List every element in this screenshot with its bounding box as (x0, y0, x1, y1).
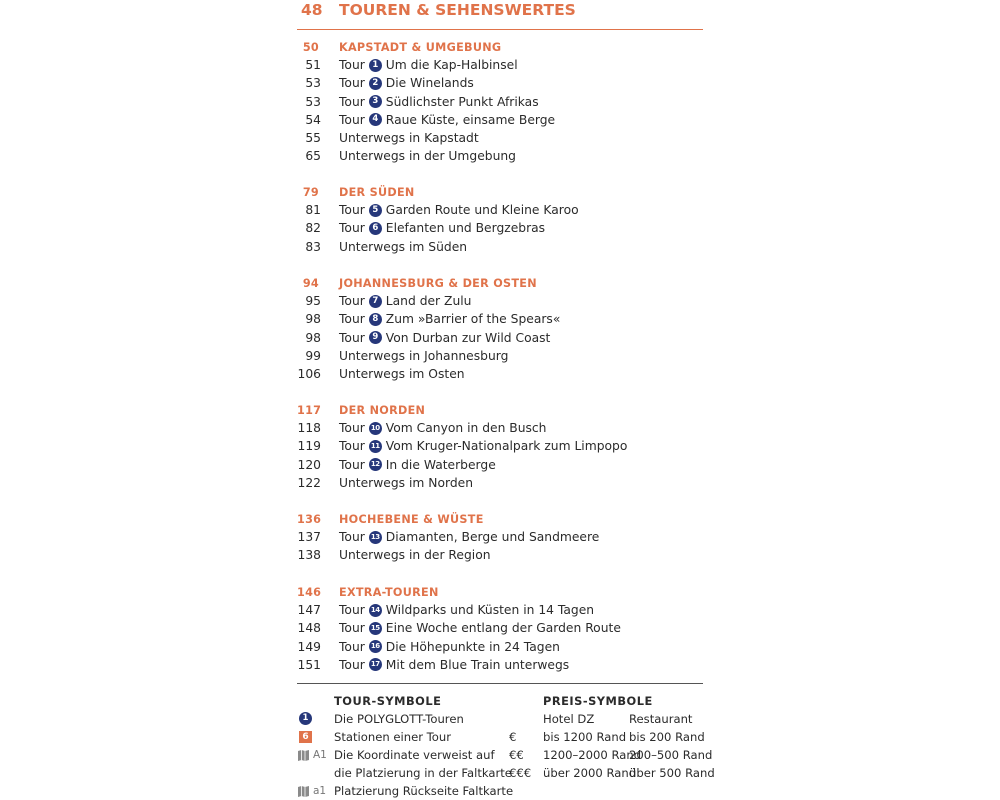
tour-word: Tour (339, 457, 365, 472)
toc-section (297, 274, 703, 383)
tour-word: Tour (339, 603, 365, 618)
entry-text (339, 331, 550, 345)
entry-page-number: 149 (297, 639, 321, 654)
entry-text (339, 458, 496, 472)
tour-word: Tour (339, 221, 365, 236)
entry-page-number: 137 (297, 530, 321, 545)
section-heading[interactable] (297, 510, 703, 528)
entry-label: Von Durban zur Wild Coast (385, 330, 551, 345)
chapter-heading (301, 0, 576, 20)
price-restaurant-3: über 500 Rand (629, 766, 715, 780)
section-heading[interactable] (297, 401, 703, 419)
tour-number-badge-icon: 5 (369, 204, 382, 217)
toc-entry[interactable] (297, 111, 703, 129)
toc-entry[interactable] (297, 93, 703, 111)
entry-text (339, 658, 569, 672)
toc-entry[interactable] (297, 238, 703, 256)
tour-number-badge-icon: 17 (369, 658, 382, 671)
entry-page-number: 122 (297, 475, 321, 490)
entry-label: Unterwegs im Süden (339, 239, 468, 254)
tour-word: Tour (339, 657, 365, 672)
toc-entry[interactable] (297, 219, 703, 237)
backside-example: a1 (313, 785, 327, 797)
entry-page-number: 138 (297, 548, 321, 563)
entry-label: Elefanten und Bergzebras (385, 221, 546, 236)
toc-entry[interactable] (297, 56, 703, 74)
entry-text (339, 76, 474, 90)
price-restaurant-2: 200–500 Rand (629, 748, 713, 762)
tour-word: Tour (339, 530, 365, 545)
entry-page-number: 99 (305, 348, 321, 363)
section-title: DER SÜDEN (339, 185, 415, 199)
entry-label: Mit dem Blue Train unterwegs (385, 657, 570, 672)
tour-number-badge-icon: 15 (369, 622, 382, 635)
entry-text (339, 312, 560, 326)
entry-label: Unterwegs im Norden (339, 475, 474, 490)
toc-section (297, 38, 703, 165)
entry-text (339, 131, 479, 145)
tour-word: Tour (339, 58, 365, 73)
entry-page-number: 151 (297, 657, 321, 672)
tour-word: Tour (339, 421, 365, 436)
price-symbol-3: €€€ (509, 766, 532, 780)
entry-text (339, 240, 467, 254)
entry-text (339, 476, 473, 490)
entry-page-number: 106 (297, 367, 321, 382)
tour-word: Tour (339, 639, 365, 654)
entry-text (339, 149, 516, 163)
entry-label: Raue Küste, einsame Berge (385, 112, 556, 127)
entry-page-number: 81 (305, 203, 321, 218)
entry-label: Land der Zulu (385, 294, 472, 309)
entry-page-number: 98 (305, 330, 321, 345)
tour-word: Tour (339, 294, 365, 309)
tour-word: Tour (339, 439, 365, 454)
price-symbol-1: € (509, 730, 517, 744)
price-hotel-3: über 2000 Rand (543, 766, 637, 780)
toc-entry[interactable] (297, 546, 703, 564)
toc-entry[interactable] (297, 419, 703, 437)
entry-label: Südlichster Punkt Afrikas (385, 94, 539, 109)
toc-entry[interactable] (297, 456, 703, 474)
toc-entry[interactable] (297, 528, 703, 546)
toc-section (297, 583, 703, 674)
entry-page-number: 82 (305, 221, 321, 236)
section-page-number: 146 (297, 585, 322, 599)
tour-number-badge-icon: 16 (369, 640, 382, 653)
entry-text (339, 367, 465, 381)
entry-text (339, 203, 579, 217)
legend-stations-desc: Stationen einer Tour (334, 730, 451, 744)
tour-badge-icon: 1 (299, 712, 312, 725)
section-title: JOHANNESBURG & DER OSTEN (339, 276, 537, 290)
toc-entry[interactable] (297, 619, 703, 637)
entry-text (339, 640, 560, 654)
entry-label: Unterwegs in Kapstadt (339, 131, 479, 146)
chapter-page-number: 48 (301, 1, 323, 19)
section-heading[interactable] (297, 583, 703, 601)
section-page-number: 50 (302, 40, 319, 54)
entry-label: Die Winelands (385, 76, 474, 91)
entry-label: Diamanten, Berge und Sandmeere (385, 530, 600, 545)
entry-label: Unterwegs in Johannesburg (339, 348, 509, 363)
section-title: DER NORDEN (339, 403, 426, 417)
tour-number-badge-icon: 13 (369, 531, 382, 544)
section-page-number: 136 (297, 512, 322, 526)
toc-entry[interactable] (297, 74, 703, 92)
toc-entry[interactable] (297, 310, 703, 328)
section-page-number: 94 (302, 276, 319, 290)
entry-label: Unterwegs im Osten (339, 367, 465, 382)
folded-map-icon (298, 786, 309, 797)
tour-word: Tour (339, 94, 365, 109)
toc-entry[interactable] (297, 474, 703, 492)
section-title: KAPSTADT & UMGEBUNG (339, 40, 502, 54)
entry-page-number: 148 (297, 621, 321, 636)
entry-page-number: 98 (305, 312, 321, 327)
entry-text (339, 113, 555, 127)
entry-text (339, 421, 546, 435)
entry-text (339, 530, 599, 544)
tour-number-badge-icon: 7 (369, 295, 382, 308)
entry-page-number: 53 (305, 94, 321, 109)
section-heading[interactable] (297, 274, 703, 292)
entry-text (339, 95, 539, 109)
toc-entry[interactable] (297, 201, 703, 219)
folded-map-icon (298, 750, 309, 761)
tour-number-badge-icon: 12 (369, 458, 382, 471)
section-page-number: 79 (302, 185, 319, 199)
entry-page-number: 51 (305, 58, 321, 73)
entry-label: In die Waterberge (385, 457, 496, 472)
entry-text (339, 603, 594, 617)
toc-entry[interactable] (297, 347, 703, 365)
price-col-hotel: Hotel DZ (543, 712, 595, 726)
entry-text (339, 548, 491, 562)
tour-number-badge-icon: 1 (369, 59, 382, 72)
tour-word: Tour (339, 621, 365, 636)
legend-coord-desc-1: Die Koordinate verweist auf (334, 748, 495, 762)
legend-coord-desc-2: die Platzierung in der Faltkarte (334, 766, 512, 780)
map-coordinate-icon (298, 749, 327, 761)
toc-section (297, 510, 703, 565)
tour-number-badge-icon: 3 (369, 95, 382, 108)
legend-tours-desc: Die POLYGLOTT-Touren (334, 712, 464, 726)
price-hotel-1: bis 1200 Rand (543, 730, 627, 744)
tour-number-badge-icon: 2 (369, 77, 382, 90)
toc-entry[interactable] (297, 329, 703, 347)
tour-word: Tour (339, 112, 365, 127)
section-page-number: 117 (297, 403, 322, 417)
toc-entry[interactable] (297, 638, 703, 656)
entry-page-number: 120 (297, 457, 321, 472)
tour-number-badge-icon: 9 (369, 331, 382, 344)
price-symbol-2: €€ (509, 748, 524, 762)
entry-text (339, 58, 518, 72)
map-backside-icon (298, 785, 326, 797)
entry-label: Eine Woche entlang der Garden Route (385, 621, 621, 636)
toc-entry[interactable] (297, 292, 703, 310)
toc-entry[interactable] (297, 656, 703, 674)
entry-page-number: 147 (297, 603, 321, 618)
entry-label: Garden Route und Kleine Karoo (385, 203, 579, 218)
entry-page-number: 65 (305, 149, 321, 164)
station-square-icon: 6 (299, 731, 312, 743)
entry-page-number: 83 (305, 239, 321, 254)
entry-page-number: 118 (297, 421, 321, 436)
entry-page-number: 55 (305, 131, 321, 146)
entry-label: Unterwegs in der Region (339, 548, 491, 563)
legend-divider (297, 683, 703, 684)
tour-number-badge-icon: 14 (369, 604, 382, 617)
tour-symbols-heading: TOUR-SYMBOLE (334, 694, 442, 708)
entry-text (339, 439, 627, 453)
price-symbols-heading: PREIS-SYMBOLE (543, 694, 653, 708)
price-hotel-2: 1200–2000 Rand (543, 748, 642, 762)
entry-page-number: 54 (305, 112, 321, 127)
entry-page-number: 95 (305, 294, 321, 309)
price-restaurant-1: bis 200 Rand (629, 730, 705, 744)
toc-section (297, 401, 703, 492)
section-title: EXTRA-TOUREN (339, 585, 439, 599)
entry-label: Um die Kap-Halbinsel (385, 58, 518, 73)
entry-text (339, 621, 621, 635)
tour-number-badge-icon: 10 (369, 422, 382, 435)
tour-number-badge-icon: 4 (369, 113, 382, 126)
chapter-title: TOUREN & SEHENSWERTES (339, 1, 576, 19)
section-heading[interactable] (297, 38, 703, 56)
entry-label: Zum »Barrier of the Spears« (385, 312, 561, 327)
entry-page-number: 53 (305, 76, 321, 91)
tour-word: Tour (339, 76, 365, 91)
tour-word: Tour (339, 312, 365, 327)
toc-entry[interactable] (297, 365, 703, 383)
entry-label: Vom Canyon in den Busch (385, 421, 547, 436)
entry-label: Vom Kruger-Nationalpark zum Limpopo (385, 439, 628, 454)
price-col-restaurant: Restaurant (629, 712, 693, 726)
entry-page-number: 119 (297, 439, 321, 454)
legend-back-desc: Platzierung Rückseite Faltkarte (334, 784, 514, 798)
tour-number-badge-icon: 8 (369, 313, 382, 326)
tour-word: Tour (339, 203, 365, 218)
tour-number-badge-icon: 6 (369, 222, 382, 235)
section-heading[interactable] (297, 183, 703, 201)
tour-word: Tour (339, 330, 365, 345)
entry-text (339, 349, 508, 363)
section-title: HOCHEBENE & WÜSTE (339, 512, 484, 526)
toc-section (297, 183, 703, 256)
coordinate-example: A1 (313, 749, 327, 761)
entry-label: Unterwegs in der Umgebung (339, 149, 516, 164)
toc-entry[interactable] (297, 147, 703, 165)
tour-number-badge-icon: 11 (369, 440, 382, 453)
toc-entry[interactable] (297, 437, 703, 455)
entry-text (339, 294, 471, 308)
entry-label: Die Höhepunkte in 24 Tagen (385, 639, 560, 654)
header-divider (297, 29, 703, 30)
toc-entry[interactable] (297, 601, 703, 619)
entry-label: Wildparks und Küsten in 14 Tagen (385, 603, 595, 618)
entry-text (339, 221, 545, 235)
toc-entry[interactable] (297, 129, 703, 147)
